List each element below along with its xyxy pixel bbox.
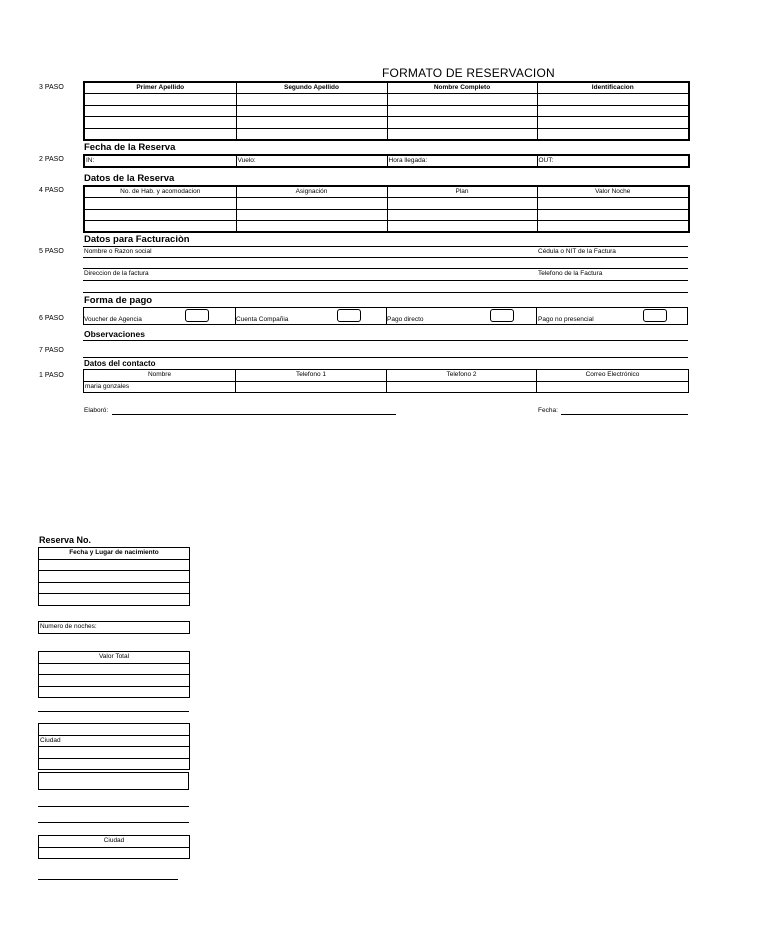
observaciones-title: Observaciones — [84, 329, 145, 339]
ciudad-header-2: Ciudad — [39, 836, 190, 848]
table-row[interactable] — [84, 221, 689, 233]
header-telefono-2: Telefono 2 — [387, 370, 537, 382]
table-row[interactable] — [84, 117, 689, 129]
paso-1-label: 1 PASO — [39, 372, 64, 379]
cell[interactable] — [387, 117, 537, 129]
table-row — [39, 652, 190, 664]
paso-3-label: 3 PASO — [39, 84, 64, 91]
nacimiento-table — [38, 547, 190, 606]
valor-total-table — [38, 651, 190, 698]
empty-box[interactable] — [38, 772, 189, 790]
cell[interactable] — [236, 117, 387, 129]
cell[interactable] — [537, 381, 689, 393]
contacto-table — [83, 369, 689, 393]
cell[interactable] — [537, 94, 689, 106]
numero-noches-field[interactable]: Numero de noches: — [39, 622, 190, 634]
table-row[interactable] — [84, 155, 689, 167]
cedula-nit-input[interactable] — [537, 257, 688, 268]
table-row[interactable] — [39, 663, 190, 675]
hora-llegada-field[interactable]: Hora llegada: — [387, 155, 537, 167]
table-row — [84, 186, 689, 198]
voucher-agencia-checkbox[interactable] — [185, 309, 209, 322]
paso-6-label: 6 PASO — [39, 315, 64, 322]
pago-directo-checkbox[interactable] — [490, 309, 514, 322]
table-row[interactable] — [84, 105, 689, 117]
cell[interactable] — [387, 94, 537, 106]
table-row — [84, 370, 689, 382]
cell[interactable] — [387, 105, 537, 117]
direccion-factura-input[interactable] — [83, 280, 536, 292]
table-row[interactable] — [39, 571, 190, 583]
cuenta-compania-checkbox[interactable] — [337, 309, 361, 322]
header-habitacion: No. de Hab. y acomodacion — [84, 186, 236, 198]
table-row[interactable] — [39, 675, 190, 687]
paso-7-label: 7 PASO — [39, 347, 64, 354]
pago-directo-label: Pago directo — [387, 316, 424, 323]
cuenta-compania-label: Cuenta Compañia — [236, 316, 289, 323]
table-row[interactable] — [39, 758, 190, 770]
cell[interactable] — [84, 128, 236, 140]
cell[interactable] — [39, 663, 190, 675]
table-row[interactable] — [39, 559, 190, 571]
cell[interactable] — [537, 105, 689, 117]
cell[interactable] — [236, 94, 387, 106]
observaciones-input[interactable] — [83, 341, 688, 357]
forma-pago-title: Forma de pago — [84, 295, 153, 306]
reserva-no-title: Reserva No. — [39, 535, 92, 545]
cell[interactable] — [236, 221, 387, 233]
table-row[interactable] — [39, 847, 190, 859]
in-field[interactable]: IN: — [84, 155, 236, 167]
cell[interactable] — [387, 128, 537, 140]
direccion-factura-label: Direccion de la factura — [84, 270, 149, 277]
cell[interactable] — [39, 686, 190, 698]
ciudad-table-1 — [38, 723, 190, 770]
table-row[interactable] — [84, 128, 689, 140]
paso-5-label: 5 PASO — [39, 248, 64, 255]
out-field[interactable]: OUT: — [537, 155, 689, 167]
table-row[interactable] — [84, 381, 689, 393]
fecha-reserva-table — [83, 154, 690, 168]
voucher-agencia-label: Voucher de Agencia — [84, 316, 142, 323]
facturacion-title: Datos para Facturaciòn — [84, 234, 190, 245]
cell[interactable] — [39, 582, 190, 594]
cell[interactable] — [39, 559, 190, 571]
table-row[interactable] — [39, 582, 190, 594]
header-nacimiento: Fecha y Lugar de nacimiento — [39, 548, 190, 560]
cell[interactable] — [84, 94, 236, 106]
pago-no-presencial-label: Pago no presencial — [538, 316, 594, 323]
cedula-nit-label: Cédula o NIT de la Factura — [538, 248, 616, 255]
signature-line[interactable] — [38, 879, 178, 880]
header-segundo-apellido: Segundo Apellido — [236, 82, 387, 94]
cell[interactable] — [537, 117, 689, 129]
cell[interactable] — [387, 221, 537, 233]
header-telefono-1: Telefono 1 — [236, 370, 387, 382]
cell[interactable] — [39, 724, 190, 736]
cell[interactable] — [236, 128, 387, 140]
telefono-factura-label: Telefono de la Factura — [538, 270, 603, 277]
cell[interactable] — [537, 209, 689, 221]
cell[interactable] — [84, 105, 236, 117]
elaboro-label: Elaboró: — [84, 407, 109, 414]
cell[interactable] — [537, 198, 689, 210]
cell[interactable] — [84, 209, 236, 221]
ciudad-table-2 — [38, 835, 190, 859]
cell[interactable] — [84, 117, 236, 129]
cell[interactable] — [537, 128, 689, 140]
nombre-razon-social-label: Nombre o Razon social — [84, 248, 152, 255]
cell[interactable] — [537, 221, 689, 233]
cell[interactable] — [39, 847, 190, 859]
cell[interactable] — [39, 758, 190, 770]
cell[interactable] — [236, 105, 387, 117]
table-row[interactable] — [84, 198, 689, 210]
header-nombre: Nombre — [84, 370, 236, 382]
table-row — [39, 836, 190, 848]
fecha-reserva-title: Fecha de la Reserva — [84, 142, 176, 153]
table-row[interactable] — [84, 209, 689, 221]
cell[interactable] — [387, 209, 537, 221]
form-title: FORMATO DE RESERVACION — [382, 66, 555, 80]
paso-2-label: 2 PASO — [39, 156, 64, 163]
datos-reserva-table — [83, 185, 690, 233]
table-row[interactable] — [39, 594, 190, 606]
header-plan: Plan — [387, 186, 537, 198]
paso-4-label: 4 PASO — [39, 187, 64, 194]
cell[interactable] — [84, 198, 236, 210]
huespedes-table — [83, 81, 690, 141]
fecha-firma-line[interactable] — [561, 414, 688, 415]
cell[interactable] — [39, 675, 190, 687]
cell[interactable] — [387, 198, 537, 210]
header-primer-apellido: Primer Apellido — [84, 82, 236, 94]
fecha-firma-label: Fecha: — [538, 407, 558, 414]
noches-table — [38, 621, 190, 634]
nombre-razon-social-input[interactable] — [83, 257, 536, 268]
header-valor-noche: Valor Noche — [537, 186, 689, 198]
table-row[interactable] — [39, 686, 190, 698]
contacto-title: Datos del contacto — [84, 359, 156, 368]
header-identificacion: Identificacion — [537, 82, 689, 94]
ciudad-field-1[interactable]: Ciudad — [39, 735, 190, 747]
datos-reserva-title: Datos de la Reserva — [84, 173, 175, 184]
pago-no-presencial-checkbox[interactable] — [643, 309, 667, 322]
cell[interactable] — [39, 571, 190, 583]
elaboro-line[interactable] — [112, 414, 396, 415]
table-row[interactable] — [39, 747, 190, 759]
table-row[interactable] — [39, 622, 190, 634]
cell[interactable] — [39, 594, 190, 606]
cell[interactable] — [387, 381, 537, 393]
header-valor-total: Valor Total — [39, 652, 190, 664]
vuelo-field[interactable]: Vuelo: — [236, 155, 387, 167]
telefono-factura-input[interactable] — [537, 280, 688, 292]
cell[interactable] — [236, 209, 387, 221]
header-nombre-completo: Nombre Completo — [387, 82, 537, 94]
table-row[interactable] — [84, 94, 689, 106]
cell[interactable] — [39, 747, 190, 759]
table-row — [84, 82, 689, 94]
contacto-nombre-value[interactable]: maria gonzales — [84, 381, 236, 393]
cell[interactable] — [236, 198, 387, 210]
table-row[interactable] — [39, 724, 190, 736]
cell[interactable] — [84, 221, 236, 233]
header-correo: Correo Electrónico — [537, 370, 689, 382]
table-row — [39, 548, 190, 560]
cell[interactable] — [236, 381, 387, 393]
table-row[interactable] — [39, 735, 190, 747]
header-asignacion: Asignación — [236, 186, 387, 198]
